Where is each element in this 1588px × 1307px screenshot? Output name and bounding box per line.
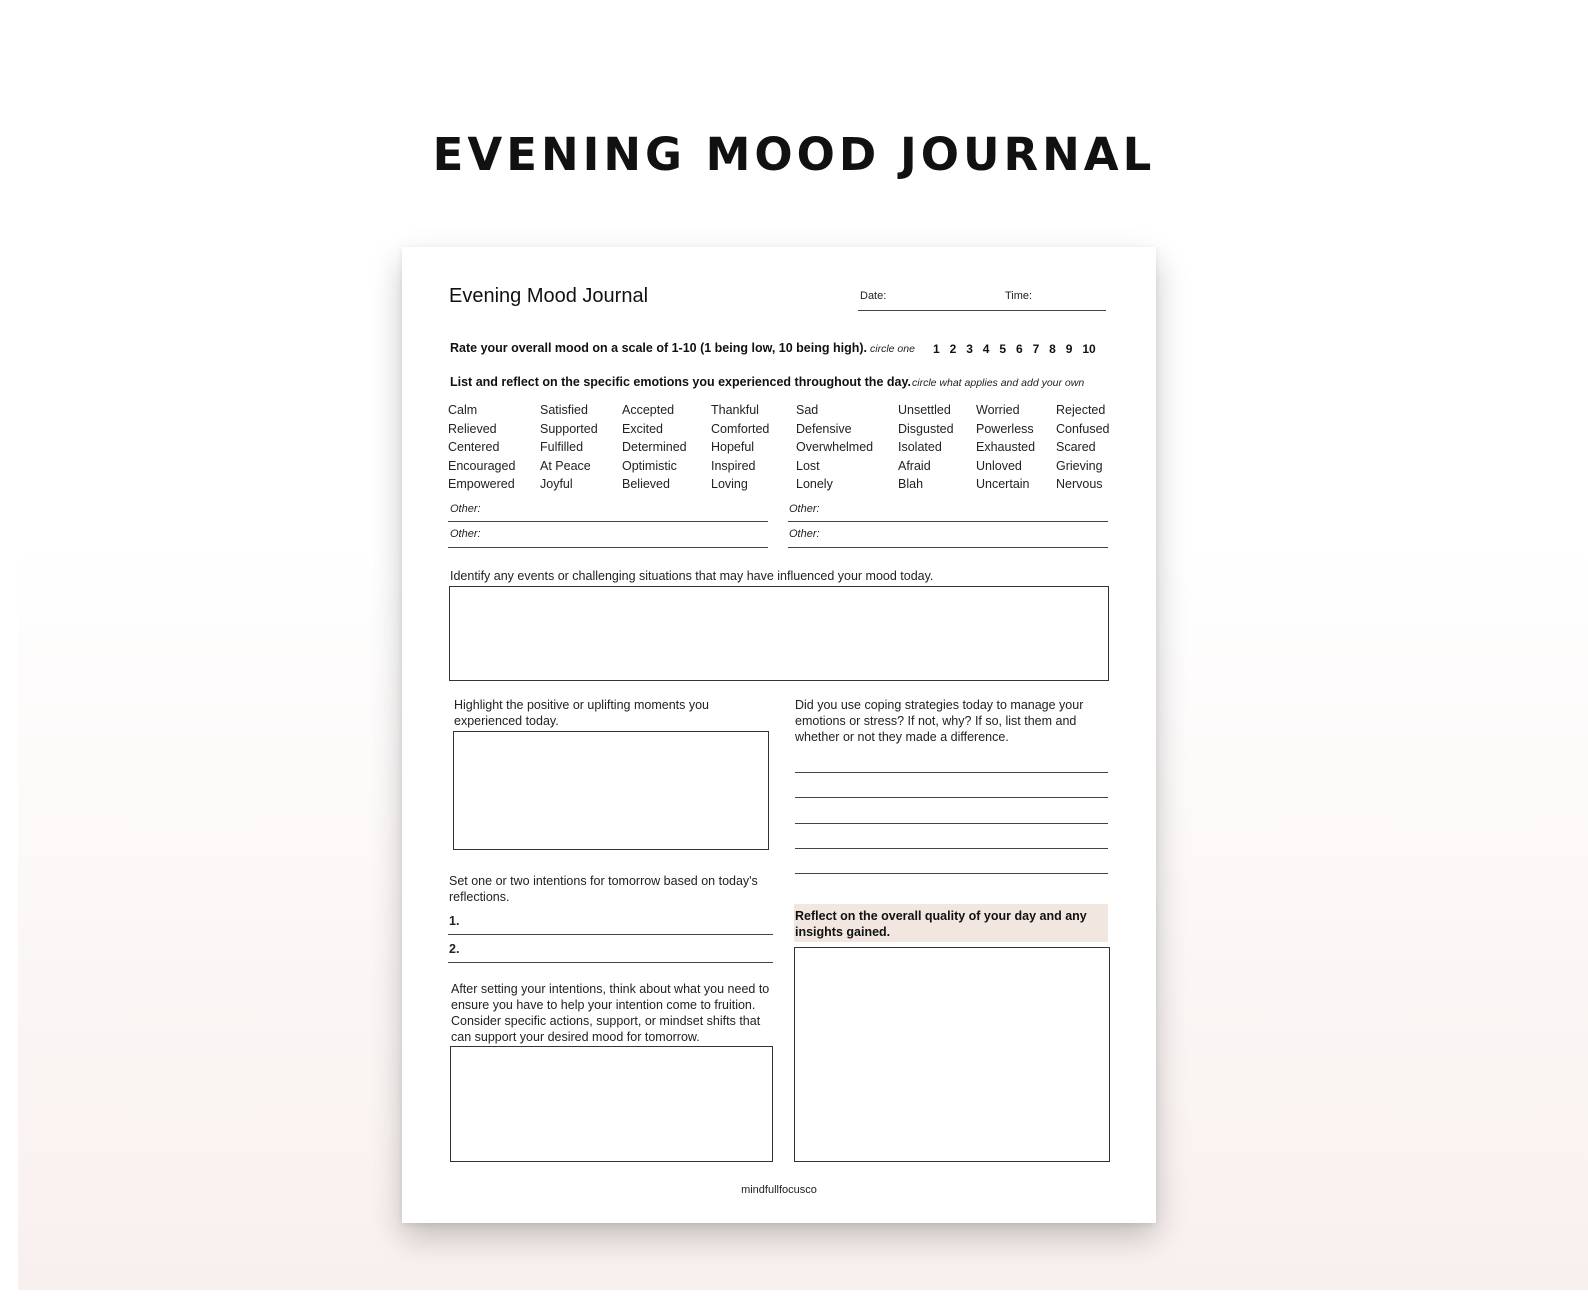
emotion-option[interactable]: Worried (976, 403, 1020, 417)
needs-answer-box[interactable] (450, 1046, 773, 1162)
emotion-option[interactable]: Grieving (1056, 458, 1103, 473)
emotion-option[interactable]: Uncertain (976, 477, 1030, 492)
journal-sheet (402, 247, 1156, 1223)
positive-prompt: Highlight the positive or uplifting moments you experienced today. (454, 698, 709, 728)
banner-title: EVENING MOOD JOURNAL (432, 128, 1156, 181)
mood-scale-numbers (933, 342, 1099, 356)
emotion-option[interactable]: Inspired (711, 458, 756, 473)
mood-scale-option[interactable]: 8 (1049, 342, 1056, 356)
mood-scale-option[interactable]: 7 (1032, 342, 1040, 356)
emotion-option[interactable]: Isolated (898, 440, 942, 455)
emotion-option[interactable]: Comforted (711, 421, 770, 436)
mood-scale-option[interactable]: 1 (933, 342, 940, 356)
emotion-option[interactable]: Believed (622, 477, 670, 492)
needs-prompt: After setting your intentions, think about what you need to ensure you have to help your intention come to fruition. Consider specific actions, support, or mindset shifts that can support your desired mood for tomorrow. (451, 982, 770, 1044)
other-line[interactable] (448, 521, 768, 522)
emotion-column-3 (622, 401, 687, 494)
date-time-line[interactable] (858, 310, 1106, 311)
emotion-column-2 (540, 401, 598, 494)
other-line[interactable] (788, 547, 1108, 548)
emotion-option[interactable]: Determined (622, 440, 687, 455)
emotion-column-6 (898, 401, 954, 494)
emotion-option[interactable]: Hopeful (711, 440, 755, 455)
footer-brand: mindfullfocusco (741, 1184, 817, 1196)
emotion-column-5 (796, 401, 873, 494)
emotion-option[interactable]: Sad (796, 403, 819, 417)
other-line[interactable] (788, 521, 1108, 522)
emotion-option[interactable]: Afraid (898, 458, 931, 473)
emotion-option[interactable]: Satisfied (540, 403, 588, 417)
emotion-option[interactable]: Excited (622, 421, 663, 436)
positive-answer-box[interactable] (453, 731, 769, 850)
mood-scale-option[interactable]: 6 (1015, 342, 1023, 356)
intention-number: 2. (449, 942, 460, 956)
sheet-title: Evening Mood Journal (449, 285, 649, 307)
emotion-option[interactable]: Encouraged (448, 458, 516, 473)
mood-scale-option[interactable]: 3 (966, 342, 973, 356)
coping-prompt: Did you use coping strategies today to manage your emotions or stress? If not, why? If so, list them and whether or not they made a difference. (795, 698, 1084, 744)
time-label: Time: (1005, 290, 1033, 302)
emotion-option[interactable]: Optimistic (622, 458, 677, 473)
other-label: Other: (450, 528, 481, 540)
mood-scale-option[interactable]: 10 (1082, 342, 1096, 356)
emotion-option[interactable]: Loving (711, 477, 748, 492)
emotion-option[interactable]: At Peace (540, 458, 591, 473)
emotion-option[interactable]: Confused (1056, 421, 1110, 436)
emotion-option[interactable]: Thankful (711, 403, 759, 417)
emotion-option[interactable]: Calm (448, 403, 478, 417)
emotion-option[interactable]: Disgusted (898, 421, 954, 436)
mood-scale-option[interactable]: 2 (949, 342, 957, 356)
other-label: Other: (450, 503, 481, 515)
emotion-option[interactable]: Lonely (796, 477, 833, 492)
intention-line[interactable] (448, 962, 773, 963)
emotion-option[interactable]: Blah (898, 477, 924, 492)
emotion-option[interactable]: Unloved (976, 458, 1022, 473)
coping-line[interactable] (795, 848, 1108, 849)
emotion-option[interactable]: Lost (796, 458, 820, 473)
intentions-prompt: Set one or two intentions for tomorrow based on today's reflections. (449, 874, 758, 904)
mood-scale-option[interactable]: 5 (999, 342, 1007, 356)
emotion-option[interactable]: Overwhelmed (796, 440, 874, 455)
emotion-option[interactable]: Supported (540, 421, 598, 436)
reflect-answer-box[interactable] (794, 947, 1110, 1162)
coping-line[interactable] (795, 823, 1108, 824)
other-label: Other: (789, 503, 820, 515)
mood-scale-question: Rate your overall mood on a scale of 1-10 (1 being low, 10 being high). (450, 341, 867, 355)
reflect-prompt: Reflect on the overall quality of your day and any insights gained. (795, 909, 1087, 939)
emotion-option[interactable]: Empowered (448, 477, 515, 492)
emotion-column-1 (448, 401, 515, 494)
emotion-option[interactable]: Unsettled (898, 403, 951, 417)
emotion-option[interactable]: Relieved (448, 421, 497, 436)
emotion-option[interactable]: Powerless (976, 421, 1034, 436)
emotion-option[interactable]: Joyful (540, 477, 573, 492)
emotion-option[interactable]: Accepted (622, 403, 675, 417)
emotion-column-8 (1056, 401, 1110, 494)
emotions-question: List and reflect on the specific emotions you experienced throughout the day. (450, 375, 911, 389)
coping-line[interactable] (795, 772, 1108, 773)
events-prompt: Identify any events or challenging situations that may have influenced your mood today. (450, 569, 934, 583)
mood-scale-option[interactable]: 4 (982, 342, 990, 356)
intention-number: 1. (449, 914, 460, 928)
mood-scale-hint: circle one (870, 343, 915, 355)
emotion-option[interactable]: Nervous (1056, 477, 1103, 492)
intention-line[interactable] (448, 934, 773, 935)
emotion-column-4 (711, 401, 769, 494)
other-label: Other: (789, 528, 820, 540)
coping-line[interactable] (795, 797, 1108, 798)
emotion-option[interactable]: Centered (448, 440, 500, 455)
emotion-option[interactable]: Rejected (1056, 403, 1106, 417)
emotion-option[interactable]: Defensive (796, 421, 852, 436)
emotion-option[interactable]: Fulfilled (540, 440, 584, 455)
mood-scale-option[interactable]: 9 (1065, 342, 1073, 356)
emotion-option[interactable]: Scared (1056, 440, 1096, 455)
emotions-hint: circle what applies and add your own (912, 377, 1085, 389)
date-label: Date: (860, 290, 887, 302)
events-answer-box[interactable] (449, 586, 1109, 681)
emotion-option[interactable]: Exhausted (976, 440, 1036, 455)
coping-line[interactable] (795, 873, 1108, 874)
other-line[interactable] (448, 547, 768, 548)
emotion-column-7 (976, 401, 1035, 494)
